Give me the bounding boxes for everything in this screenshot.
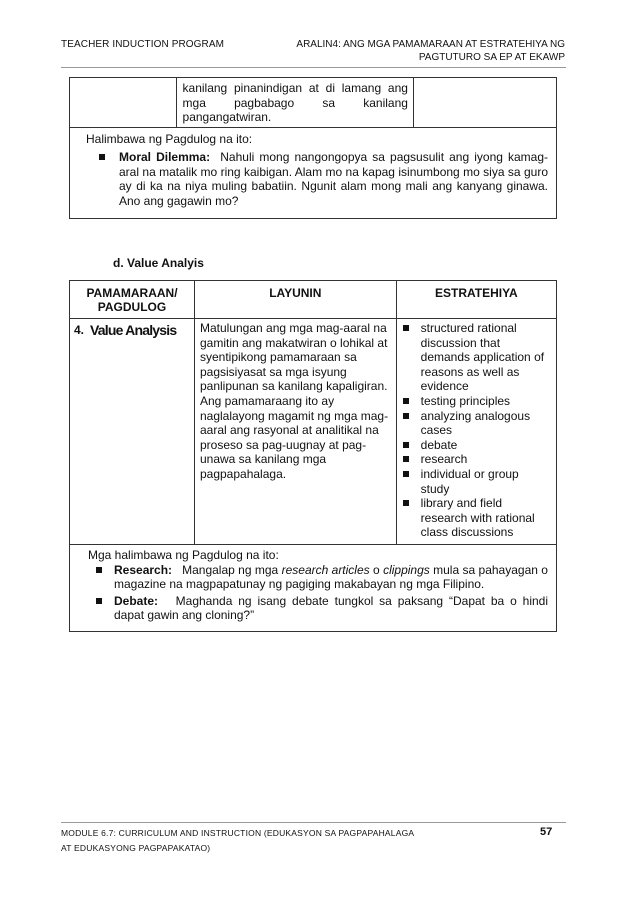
research-post: mula sa pahayagan o magazine na magpapatunay ng pagiging makabayan ng mga Filipino. (114, 562, 548, 592)
examples-row (70, 544, 557, 631)
empty-cell-right (413, 78, 556, 128)
research-pre: Mangalap ng mga (182, 562, 279, 577)
empty-cell-left (70, 78, 177, 128)
bullet-label: Moral Dilemma: (119, 150, 211, 164)
column-header-estratehiya: ESTRATEHIYA (396, 281, 556, 319)
column-header-pamamaraan: PAMAMARAAN/ PAGDULOG (70, 281, 195, 319)
header-left: TEACHER INDUCTION PROGRAM (61, 39, 225, 50)
bullet-icon (403, 442, 409, 448)
header-right-line2: PAGTUTURO SA EP AT EKAWP (418, 51, 565, 63)
footer-line1: MODULE 6.7: CURRICULUM AND INSTRUCTION (EDUKASYON SA PAGPAPAHALAGA (61, 828, 415, 838)
section-title: d. Value Analyis (113, 256, 204, 270)
bullet-icon (403, 398, 409, 404)
list-item (99, 150, 548, 208)
research-label: Research: (114, 562, 173, 577)
research-mid: o (373, 562, 380, 577)
examples-list (88, 563, 548, 623)
example-list (86, 150, 548, 208)
bullet-icon (403, 413, 409, 419)
estratehiya-item (403, 438, 550, 453)
pamamaraan-cell (70, 319, 195, 545)
bullet-icon (403, 456, 409, 462)
moral-dilemma-table (69, 77, 557, 219)
bullet-icon (403, 471, 409, 477)
debate-text: Maghanda ng isang debate tungkol sa paksang “Dapat ba o hindi dapat gawin ang cloning?” (114, 593, 548, 623)
row-title (74, 322, 190, 339)
row-name: Value Analysis (90, 322, 177, 338)
estratehiya-list (403, 321, 550, 540)
continuation-cell: kanilang pinanindigan at di lamang ang mga pagbabago sa kanilang pangangatwiran. (176, 78, 413, 128)
row-number: 4. (74, 323, 85, 337)
examples-cell (70, 544, 557, 631)
estratehiya-text: debate (420, 437, 458, 452)
research-em2: clippings (383, 562, 430, 577)
bullet-icon (96, 598, 102, 604)
footer-module (61, 826, 491, 856)
footer-rule (61, 822, 566, 823)
estratehiya-text: testing principles (420, 393, 511, 408)
estratehiya-text: structured rational discussion that demands application of reasons as well as evidence (420, 321, 545, 394)
estratehiya-item (403, 496, 550, 540)
estratehiya-item (403, 409, 550, 438)
research-em1: research articles (281, 562, 370, 577)
value-analysis-row (70, 319, 557, 545)
bullet-icon (403, 500, 409, 506)
column-header-layunin: LAYUNIN (194, 281, 396, 319)
estratehiya-item (403, 394, 550, 409)
header-row (70, 281, 557, 319)
list-item (96, 594, 548, 623)
estratehiya-text: analyzing analogous cases (420, 408, 531, 438)
bullet-icon (99, 154, 105, 160)
bullet-icon (96, 567, 102, 573)
examples-heading: Mga halimbawa ng Pagdulog na ito: (88, 547, 279, 562)
value-analysis-table (69, 280, 557, 632)
continuation-row (70, 78, 557, 128)
debate-label: Debate: (114, 593, 159, 608)
estratehiya-item (403, 467, 550, 496)
header-rule (61, 67, 566, 68)
estratehiya-item (403, 452, 550, 467)
footer-line2: AT EDUKASYONG PAGPAPAKATAO) (61, 843, 211, 853)
estratehiya-text: library and field research with rational class discussions (420, 496, 535, 540)
example-row (70, 127, 557, 219)
list-item (96, 563, 548, 592)
estratehiya-cell (396, 319, 556, 545)
layunin-cell: Matulungan ang mga mag-aaral na gamitin ang makatwiran o lohikal at syentipikong pamamaraan sa pagsisiyasat sa mga isyung panlipunan sa kanilang kapaligiran. Ang pamamaraang ito ay naglalayong magamit ng mga mag-aaral ang rasyonal at analitikal na proseso sa pag-uugnay at pag-unawa sa kanilang mga pagpapahalaga. (194, 319, 396, 545)
bullet-text: Nahuli mong nangongopya sa pagsusulit ang iyong kamag-aral na matalik mo ring kaibigan. Alam mo na kapag isinumbong mo siya sa guro ay di ka na niya muling babatiin. Ngunit alam mong mali ang kanyang ginawa. Ano ang gagawin mo? (119, 150, 549, 208)
estratehiya-text: individual or group study (420, 466, 519, 496)
bullet-icon (403, 325, 409, 331)
page-number: 57 (540, 826, 553, 838)
header-right (290, 39, 565, 64)
estratehiya-text: research (420, 452, 468, 467)
estratehiya-item (403, 321, 550, 394)
header-right-line1: ARALIN4: ANG MGA PAMAMARAAN AT ESTRATEHIYA NG (296, 39, 565, 50)
example-heading: Halimbawa ng Pagdulog na ito: (86, 131, 253, 146)
example-cell (70, 127, 557, 219)
